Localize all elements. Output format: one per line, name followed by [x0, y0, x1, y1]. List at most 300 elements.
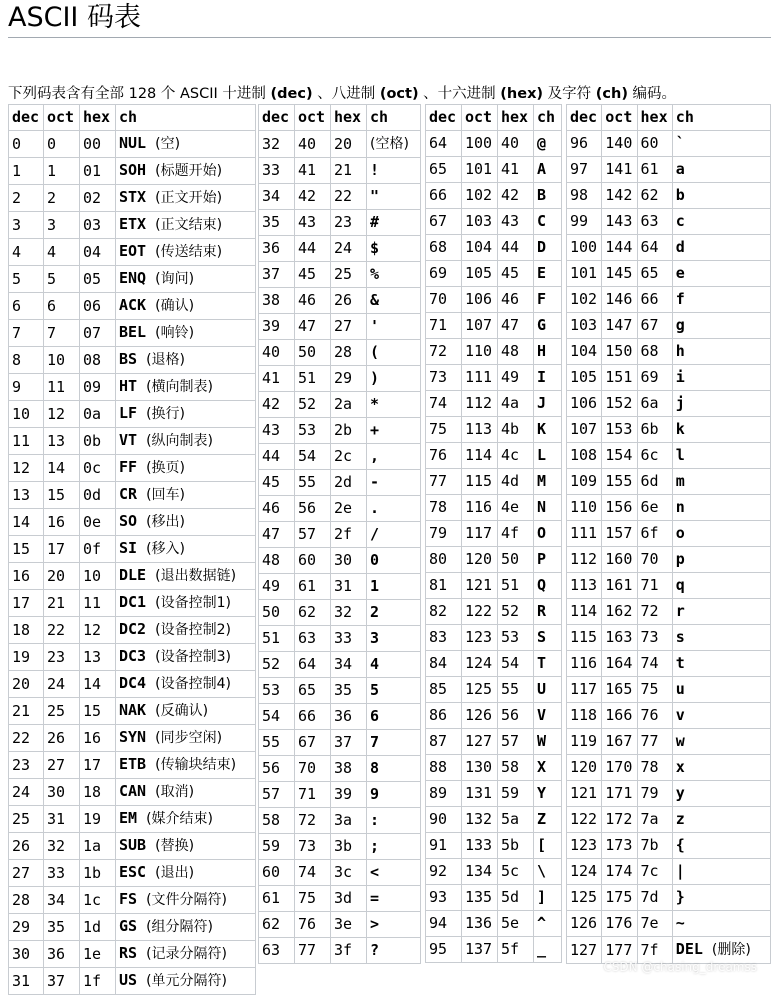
table-header-row [567, 105, 771, 131]
hex-cell: 64 [637, 235, 672, 261]
dec-cell: 95 [426, 937, 462, 963]
dec-cell: 83 [426, 625, 462, 651]
char-symbol: R [537, 602, 547, 620]
char-symbol: 4 [370, 655, 380, 673]
hex-cell: 23 [331, 210, 367, 236]
oct-cell: 22 [44, 617, 80, 644]
table-row [567, 339, 771, 365]
ch-cell [367, 392, 421, 418]
table-row [426, 521, 562, 547]
ch-cell [116, 158, 256, 185]
oct-cell: 10 [44, 347, 80, 374]
dec-cell: 29 [9, 914, 44, 941]
table-row [426, 443, 562, 469]
hex-cell: 51 [498, 573, 534, 599]
hex-cell: 69 [637, 365, 672, 391]
dec-cell: 22 [9, 725, 44, 752]
char-symbol: U [537, 680, 547, 698]
hex-cell: 4e [498, 495, 534, 521]
oct-cell: 126 [462, 703, 498, 729]
hex-cell: 78 [637, 755, 672, 781]
intro-text: 下列码表含有全部 128 个 ASCII 十进制 [8, 85, 271, 102]
table-row [259, 496, 421, 522]
oct-cell: 6 [44, 293, 80, 320]
hex-cell: 35 [331, 678, 367, 704]
dec-cell: 78 [426, 495, 462, 521]
column-header-ch: ch [672, 105, 770, 131]
char-description: (同步空闲) [155, 730, 223, 746]
dec-cell: 117 [567, 677, 602, 703]
table-row [426, 703, 562, 729]
oct-cell: 155 [602, 469, 637, 495]
ch-cell [367, 444, 421, 470]
hex-cell: 6f [637, 521, 672, 547]
hex-cell: 4a [498, 391, 534, 417]
dec-cell: 119 [567, 729, 602, 755]
char-symbol: BS [119, 350, 138, 368]
char-symbol: n [675, 498, 685, 516]
table-row [567, 833, 771, 859]
dec-cell: 16 [9, 563, 44, 590]
ch-cell [672, 651, 770, 677]
dec-cell: 108 [567, 443, 602, 469]
hex-cell: 39 [331, 782, 367, 808]
table-row [567, 261, 771, 287]
dec-cell: 71 [426, 313, 462, 339]
hex-cell: 61 [637, 157, 672, 183]
ch-cell [367, 652, 421, 678]
oct-cell: 151 [602, 365, 637, 391]
ch-cell [534, 885, 562, 911]
char-symbol: DLE [119, 566, 147, 584]
dec-cell: 75 [426, 417, 462, 443]
table-row [9, 617, 256, 644]
hex-cell: 0f [80, 536, 116, 563]
ch-cell [367, 470, 421, 496]
table-row [426, 547, 562, 573]
ch-cell [367, 782, 421, 808]
column-header-oct: oct [44, 105, 80, 131]
char-description: (询问) [155, 271, 195, 287]
char-symbol: , [370, 447, 380, 465]
char-symbol: SI [119, 539, 138, 557]
dec-cell: 17 [9, 590, 44, 617]
hex-cell: 5a [498, 807, 534, 833]
hex-cell: 6a [637, 391, 672, 417]
oct-cell: 26 [44, 725, 80, 752]
hex-cell: 5c [498, 859, 534, 885]
char-symbol: SYN [119, 728, 147, 746]
char-symbol: N [537, 498, 547, 516]
table-row [426, 755, 562, 781]
table-row [9, 833, 256, 860]
hex-cell: 10 [80, 563, 116, 590]
ch-cell [367, 808, 421, 834]
intro-dec-term: (dec) [270, 85, 313, 102]
char-description: (传输块结束) [155, 757, 237, 773]
ch-cell [672, 885, 770, 911]
oct-cell: 122 [462, 599, 498, 625]
char-symbol: DC2 [119, 620, 147, 638]
char-symbol: ( [370, 343, 380, 361]
hex-cell: 17 [80, 752, 116, 779]
ch-cell [672, 677, 770, 703]
char-symbol: FF [119, 458, 138, 476]
char-description: (空格) [370, 136, 409, 152]
char-symbol: V [537, 706, 547, 724]
hex-cell: 4d [498, 469, 534, 495]
table-row [567, 729, 771, 755]
char-symbol: e [675, 264, 685, 282]
hex-cell: 58 [498, 755, 534, 781]
dec-cell: 64 [426, 131, 462, 157]
oct-cell: 171 [602, 781, 637, 807]
char-symbol: - [370, 473, 380, 491]
intro-text: 编码。 [627, 85, 677, 102]
ch-cell [534, 391, 562, 417]
dec-cell: 32 [259, 131, 295, 158]
char-symbol: x [675, 758, 685, 776]
hex-cell: 3e [331, 912, 367, 938]
page-title: ASCII 码表 [8, 2, 141, 33]
ch-cell [534, 573, 562, 599]
oct-cell: 0 [44, 131, 80, 158]
oct-cell: 11 [44, 374, 80, 401]
ch-cell [116, 347, 256, 374]
ch-cell [672, 703, 770, 729]
hex-cell: 44 [498, 235, 534, 261]
hex-cell: 06 [80, 293, 116, 320]
oct-cell: 100 [462, 131, 498, 157]
char-symbol: DEL [675, 940, 703, 958]
hex-cell: 73 [637, 625, 672, 651]
table-row [426, 729, 562, 755]
oct-cell: 7 [44, 320, 80, 347]
char-symbol: Z [537, 810, 547, 828]
table-row [567, 235, 771, 261]
ch-cell [534, 495, 562, 521]
column-header-ch: ch [534, 105, 562, 131]
char-description: (设备控制4) [155, 676, 231, 692]
char-symbol: ETB [119, 755, 147, 773]
oct-cell: 121 [462, 573, 498, 599]
ch-cell [534, 911, 562, 937]
oct-cell: 50 [295, 340, 331, 366]
table-row [567, 365, 771, 391]
table-row [426, 495, 562, 521]
table-row [426, 131, 562, 157]
table-row [567, 131, 771, 157]
ch-cell [672, 443, 770, 469]
hex-cell: 46 [498, 287, 534, 313]
oct-cell: 125 [462, 677, 498, 703]
column-header-dec: dec [567, 105, 602, 131]
hex-cell: 66 [637, 287, 672, 313]
oct-cell: 14 [44, 455, 80, 482]
oct-cell: 165 [602, 677, 637, 703]
ch-cell [534, 599, 562, 625]
oct-cell: 73 [295, 834, 331, 860]
table-row [567, 443, 771, 469]
char-symbol: / [370, 525, 380, 543]
char-description: (退格) [146, 352, 186, 368]
table-row [259, 184, 421, 210]
oct-cell: 120 [462, 547, 498, 573]
ch-cell [116, 968, 256, 995]
table-row [426, 183, 562, 209]
char-description: (记录分隔符) [146, 946, 228, 962]
column-header-dec: dec [426, 105, 462, 131]
oct-cell: 135 [462, 885, 498, 911]
oct-cell: 146 [602, 287, 637, 313]
table-row [9, 212, 256, 239]
hex-cell: 16 [80, 725, 116, 752]
char-symbol: 9 [370, 785, 380, 803]
oct-cell: 72 [295, 808, 331, 834]
table-row [259, 262, 421, 288]
char-symbol: b [675, 186, 685, 204]
char-symbol: F [537, 290, 547, 308]
table-row [567, 391, 771, 417]
char-symbol: DC4 [119, 674, 147, 692]
hex-cell: 0b [80, 428, 116, 455]
dec-cell: 62 [259, 912, 295, 938]
ch-cell [116, 266, 256, 293]
ch-cell [367, 678, 421, 704]
oct-cell: 143 [602, 209, 637, 235]
table-row [426, 287, 562, 313]
ascii-table-block [258, 104, 421, 964]
char-description: (媒介结束) [146, 811, 214, 827]
char-description: (正文开始) [155, 190, 223, 206]
ch-cell [116, 185, 256, 212]
char-symbol: a [675, 160, 685, 178]
ascii-table-block [8, 104, 256, 995]
dec-cell: 72 [426, 339, 462, 365]
ch-cell [367, 574, 421, 600]
oct-cell: 30 [44, 779, 80, 806]
char-symbol: < [370, 863, 380, 881]
dec-cell: 0 [9, 131, 44, 158]
table-row [9, 941, 256, 968]
char-symbol: G [537, 316, 547, 334]
hex-cell: 76 [637, 703, 672, 729]
table-row [567, 183, 771, 209]
dec-cell: 42 [259, 392, 295, 418]
table-row [9, 401, 256, 428]
table-row [259, 600, 421, 626]
ch-cell [116, 752, 256, 779]
char-symbol: 0 [370, 551, 380, 569]
table-row [426, 573, 562, 599]
dec-cell: 30 [9, 941, 44, 968]
table-row [9, 320, 256, 347]
ch-cell [116, 941, 256, 968]
hex-cell: 28 [331, 340, 367, 366]
oct-cell: 5 [44, 266, 80, 293]
dec-cell: 105 [567, 365, 602, 391]
char-symbol: k [675, 420, 685, 438]
hex-cell: 54 [498, 651, 534, 677]
hex-cell: 5d [498, 885, 534, 911]
char-description: (传送结束) [155, 244, 223, 260]
oct-cell: 134 [462, 859, 498, 885]
char-symbol: ETX [119, 215, 147, 233]
table-row [567, 573, 771, 599]
ch-cell [672, 365, 770, 391]
dec-cell: 45 [259, 470, 295, 496]
hex-cell: 7a [637, 807, 672, 833]
oct-cell: 177 [602, 937, 637, 964]
oct-cell: 62 [295, 600, 331, 626]
char-description: (取消) [155, 784, 195, 800]
table-row [9, 536, 256, 563]
char-symbol: C [537, 212, 547, 230]
hex-cell: 34 [331, 652, 367, 678]
oct-cell: 61 [295, 574, 331, 600]
hex-cell: 02 [80, 185, 116, 212]
hex-cell: 45 [498, 261, 534, 287]
table-row [259, 834, 421, 860]
hex-cell: 04 [80, 239, 116, 266]
ch-cell [534, 417, 562, 443]
hex-cell: 4f [498, 521, 534, 547]
table-row [9, 725, 256, 752]
oct-cell: 103 [462, 209, 498, 235]
ch-cell [534, 937, 562, 963]
char-symbol: Q [537, 576, 547, 594]
ch-cell [116, 725, 256, 752]
ch-cell [116, 806, 256, 833]
table-row [259, 886, 421, 912]
hex-cell: 5b [498, 833, 534, 859]
oct-cell: 33 [44, 860, 80, 887]
ch-cell [672, 625, 770, 651]
ch-cell [534, 547, 562, 573]
char-description: (纵向制表) [146, 433, 214, 449]
dec-cell: 54 [259, 704, 295, 730]
oct-cell: 110 [462, 339, 498, 365]
intro-paragraph [8, 84, 676, 104]
hex-cell: 77 [637, 729, 672, 755]
table-row [9, 266, 256, 293]
oct-cell: 154 [602, 443, 637, 469]
table-row [567, 417, 771, 443]
char-symbol: & [370, 291, 380, 309]
oct-cell: 56 [295, 496, 331, 522]
ch-cell [672, 859, 770, 885]
column-header-oct: oct [602, 105, 637, 131]
char-symbol: d [675, 238, 685, 256]
dec-cell: 101 [567, 261, 602, 287]
char-description: (替换) [155, 838, 195, 854]
char-symbol: [ [537, 836, 547, 854]
ascii-table-block [425, 104, 562, 963]
hex-cell: 41 [498, 157, 534, 183]
table-row [426, 599, 562, 625]
ch-cell [367, 131, 421, 158]
hex-cell: 6e [637, 495, 672, 521]
table-row [567, 157, 771, 183]
char-symbol: j [675, 394, 685, 412]
char-description: (删除) [711, 942, 751, 958]
dec-cell: 47 [259, 522, 295, 548]
ch-cell [672, 287, 770, 313]
column-header-ch: ch [116, 105, 256, 131]
intro-hex-term: (hex) [500, 85, 544, 102]
char-symbol: STX [119, 188, 147, 206]
ch-cell [116, 671, 256, 698]
ch-cell [116, 428, 256, 455]
char-symbol: ' [370, 317, 380, 335]
char-description: (移入) [146, 541, 186, 557]
hex-cell: 57 [498, 729, 534, 755]
ch-cell [116, 455, 256, 482]
char-symbol: _ [537, 940, 547, 958]
ch-cell [367, 912, 421, 938]
char-description: (移出) [146, 514, 186, 530]
oct-cell: 116 [462, 495, 498, 521]
char-symbol: SO [119, 512, 138, 530]
table-row [567, 599, 771, 625]
char-symbol: US [119, 971, 138, 989]
hex-cell: 7e [637, 911, 672, 937]
ch-cell [672, 235, 770, 261]
dec-cell: 57 [259, 782, 295, 808]
hex-cell: 37 [331, 730, 367, 756]
char-symbol: ESC [119, 863, 147, 881]
dec-cell: 50 [259, 600, 295, 626]
table-row [426, 781, 562, 807]
char-symbol: K [537, 420, 547, 438]
char-description: (回车) [146, 487, 186, 503]
char-description: (设备控制1) [155, 595, 231, 611]
dec-cell: 70 [426, 287, 462, 313]
char-description: (组分隔符) [146, 919, 214, 935]
char-description: (标题开始) [155, 163, 223, 179]
oct-cell: 157 [602, 521, 637, 547]
char-symbol: 2 [370, 603, 380, 621]
table-row [426, 157, 562, 183]
oct-cell: 162 [602, 599, 637, 625]
dec-cell: 112 [567, 547, 602, 573]
char-description: (响铃) [155, 325, 195, 341]
dec-cell: 110 [567, 495, 602, 521]
ch-cell [116, 860, 256, 887]
dec-cell: 79 [426, 521, 462, 547]
hex-cell: 79 [637, 781, 672, 807]
hex-cell: 6b [637, 417, 672, 443]
table-row [9, 968, 256, 995]
char-symbol: { [675, 836, 685, 854]
oct-cell: 175 [602, 885, 637, 911]
dec-cell: 94 [426, 911, 462, 937]
char-symbol: M [537, 472, 547, 490]
dec-cell: 76 [426, 443, 462, 469]
table-row [567, 495, 771, 521]
ch-cell [672, 833, 770, 859]
char-symbol: o [675, 524, 685, 542]
ch-cell [116, 833, 256, 860]
table-row [9, 293, 256, 320]
dec-cell: 85 [426, 677, 462, 703]
char-symbol: DC1 [119, 593, 147, 611]
table-row [567, 755, 771, 781]
ch-cell [672, 807, 770, 833]
table-row [9, 563, 256, 590]
dec-cell: 19 [9, 644, 44, 671]
table-row [9, 590, 256, 617]
